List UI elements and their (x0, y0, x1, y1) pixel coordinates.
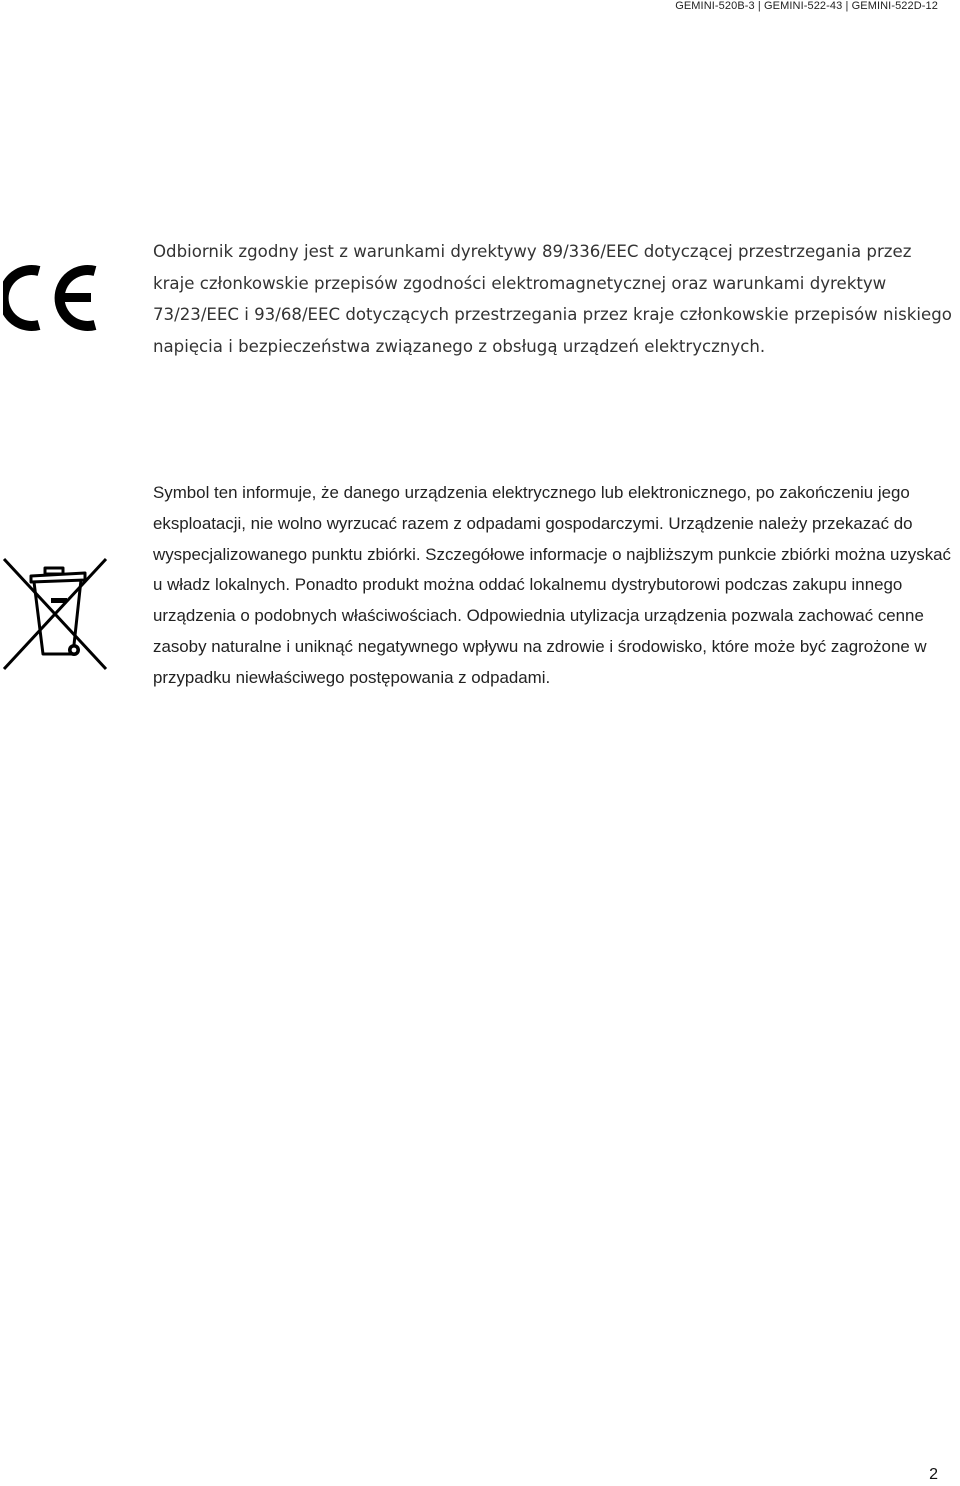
page-number: 2 (929, 1466, 938, 1483)
ce-mark-icon (3, 262, 99, 334)
ce-compliance-text: Odbiornik zgodny jest z warunkami dyrektywy 89/336/EEC dotyczącej przestrzegania przez kraje członkowskie przepisów zgodności elektromagnetycznej oraz warunkami dyrektyw 73/23/EEC i 93/68/EEC dotyczących przestrzegania przez kraje członkowskie przepisów niskiego napięcia i bezpieczeństwa związanego z obsługą urządzeń elektrycznych. (153, 242, 952, 356)
weee-disposal-text: Symbol ten informuje, że danego urządzenia elektrycznego lub elektronicznego, po zakończeniu jego eksploatacji, nie wolno wyrzucać razem z odpadami gospodarczymi. Urządzenie należy przekazać do wyspecjalizowanego punktu zbiórki. Szczegółowe informacje o najbliższym punkcie zbiórki można uzyskać u władz lokalnych. Ponadto produkt można oddać lokalnemu dystrybutorowi podczas zakupu innego urządzenia o podobnych właściwościach. Odpowiednia utylizacja urządzenia pozwala zachować cenne zasoby naturalne i uniknąć negatywnego wpływu na zdrowie i środowisko, które może być zagrożone w przypadku niewłaściwego postępowania z odpadami. (153, 483, 951, 687)
crossed-out-wheelie-bin-icon (1, 556, 109, 674)
page-header-model-codes: GEMINI-520B-3 | GEMINI-522-43 | GEMINI-522D-12 (675, 0, 938, 12)
